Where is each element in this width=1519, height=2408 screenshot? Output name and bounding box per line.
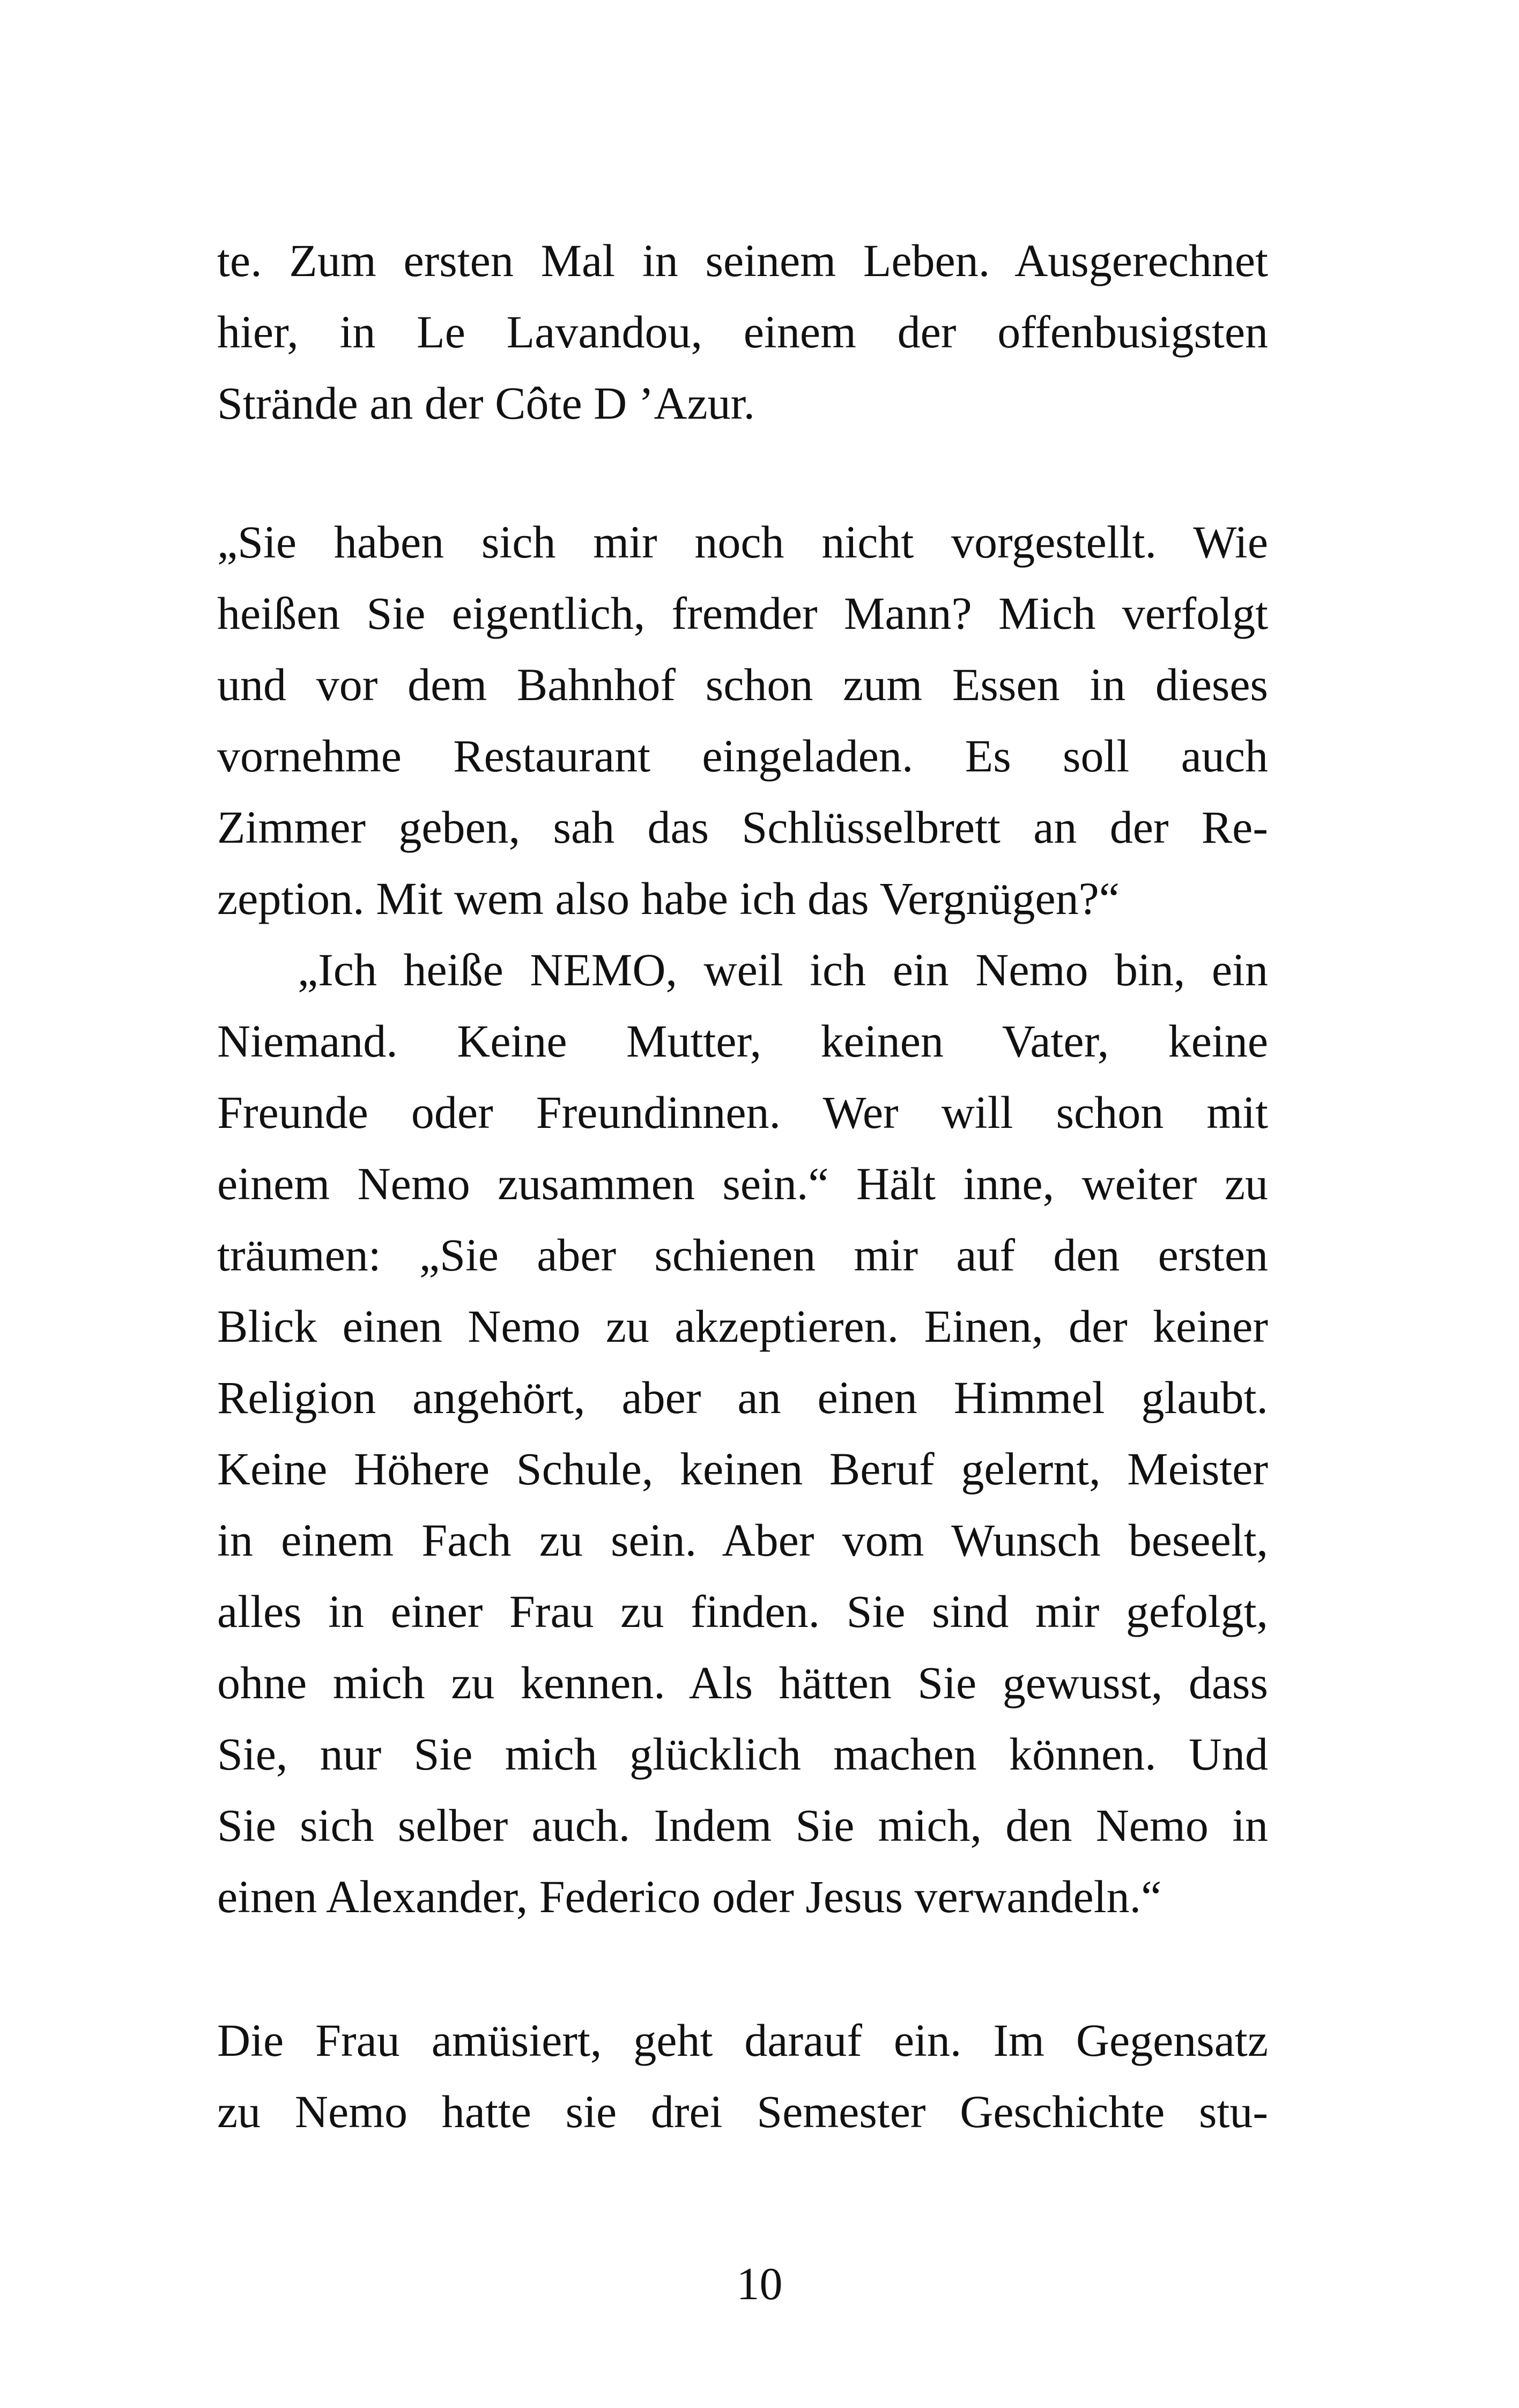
text-line: Niemand. Keine Mutter, keinen Vater, keine <box>217 1015 1268 1067</box>
text-line: Blick einen Nemo zu akzeptieren. Einen, der keiner <box>217 1300 1268 1352</box>
paragraph-2 <box>217 507 1268 1933</box>
text-line: Sie, nur Sie mich glücklich machen können. Und <box>217 1728 1268 1780</box>
paragraph-3 <box>217 2005 1268 2147</box>
text-line: zu Nemo hatte sie drei Semester Geschichte stu- <box>217 2086 1268 2137</box>
text-line: te. Zum ersten Mal in seinem Leben. Ausgerechnet <box>217 235 1268 286</box>
text-line: Keine Höhere Schule, keinen Beruf gelernt, Meister <box>217 1443 1268 1495</box>
text-line: ohne mich zu kennen. Als hätten Sie gewusst, dass <box>217 1657 1268 1708</box>
text-line: Freunde oder Freundinnen. Wer will schon mit <box>217 1087 1268 1138</box>
paragraph-1 <box>217 225 1268 439</box>
text-line: zeption. Mit wem also habe ich das Vergnügen?“ <box>217 873 1120 924</box>
text-line: einem Nemo zusammen sein.“ Hält inne, weiter zu <box>217 1158 1268 1209</box>
text-line: und vor dem Bahnhof schon zum Essen in dieses <box>217 659 1268 710</box>
text-line: Sie sich selber auch. Indem Sie mich, den Nemo in <box>217 1800 1268 1851</box>
text-line: alles in einer Frau zu finden. Sie sind mir gefolgt, <box>217 1586 1268 1637</box>
text-line: hier, in Le Lavandou, einem der offenbusigsten <box>217 306 1268 358</box>
text-line: einen Alexander, Federico oder Jesus verwandeln.“ <box>217 1871 1162 1922</box>
text-line: in einem Fach zu sein. Aber vom Wunsch beseelt, <box>217 1514 1268 1566</box>
text-line: vornehme Restaurant eingeladen. Es soll auch <box>217 730 1268 782</box>
text-line: Die Frau amüsiert, geht darauf ein. Im Gegensatz <box>217 2015 1268 2066</box>
text-line: „Sie haben sich mir noch nicht vorgestellt. Wie <box>217 516 1268 568</box>
text-line: heißen Sie eigentlich, fremder Mann? Mich verfolgt <box>217 588 1268 639</box>
text-line: Strände an der Côte D ’Azur. <box>217 377 755 429</box>
text-line: „Ich heiße NEMO, weil ich ein Nemo bin, ein <box>298 944 1268 995</box>
text-line: Religion angehört, aber an einen Himmel glaubt. <box>217 1372 1268 1423</box>
page-number: 10 <box>736 2258 783 2309</box>
text-line: träumen: „Sie aber schienen mir auf den ersten <box>217 1229 1268 1281</box>
text-line: Zimmer geben, sah das Schlüsselbrett an der Re- <box>217 801 1268 853</box>
